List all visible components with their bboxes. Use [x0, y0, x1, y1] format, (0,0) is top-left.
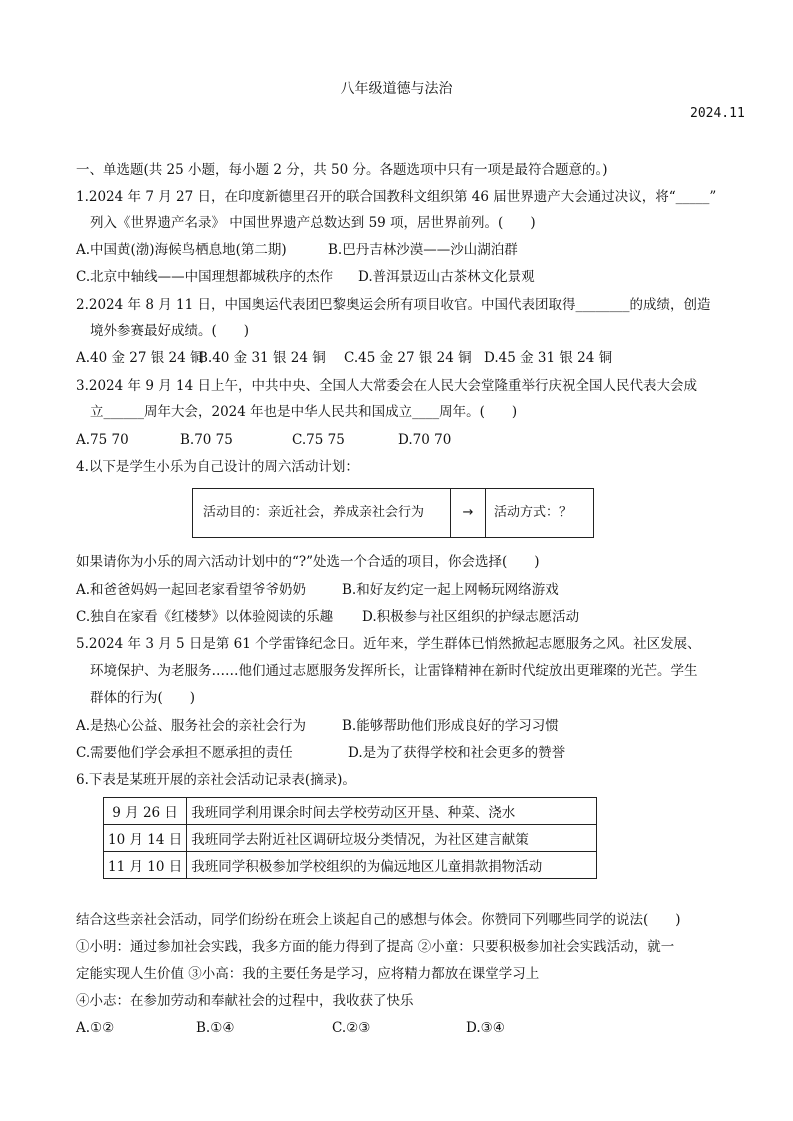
q4-option-c: C.独自在家看《红楼梦》以体验阅读的乐趣 — [76, 609, 334, 625]
activity-method: 活动方式：？ — [494, 505, 573, 520]
q1-option-c: C.北京中轴线——中国理想都城秩序的杰作 — [76, 269, 334, 285]
q2-stem-line2: 境外参赛最好成绩。( ) — [90, 323, 250, 339]
q1-stem-line2: 列入《世界遗产名录》 中国世界遗产总数达到 59 项，居世界前列。( ) — [90, 215, 536, 231]
activity-record-table — [103, 797, 597, 879]
table-cell-activity: 我班同学去附近社区调研垃圾分类情况，为社区建言献策 — [187, 825, 597, 852]
q5-option-d: D.是为了获得学校和社会更多的赞誉 — [348, 745, 566, 761]
exam-date: 2024.11 — [690, 106, 745, 121]
q2-option-d: D.45 金 31 银 24 铜 — [484, 350, 613, 366]
q6-option-c: C.②③ — [332, 1020, 371, 1036]
activity-plan-box — [192, 488, 594, 538]
q3-option-c: C.75 75 — [292, 432, 345, 448]
q1-option-d: D.普洱景迈山古茶林文化景观 — [358, 269, 535, 285]
q3-option-a: A.75 70 — [76, 432, 129, 448]
arrow-right-icon: → — [451, 489, 486, 537]
page-title: 八年级道德与法治 — [340, 81, 453, 97]
table-row — [104, 852, 597, 879]
q6-statement-line3: ④小志：在参加劳动和奉献社会的过程中，我收获了快乐 — [76, 993, 414, 1009]
q4-stem-line2: 如果请你为小乐的周六活动计划中的“?”处选一个合适的项目，你会选择( ) — [76, 554, 540, 570]
q5-option-b: B.能够帮助他们形成良好的学习习惯 — [342, 718, 559, 734]
q6-option-b: B.①④ — [196, 1020, 235, 1036]
q5-stem-line1: 5.2024 年 3 月 5 日是第 61 个学雷锋纪念日。近年来，学生群体已悄然掀起志愿服务之风。社区发展、 — [76, 636, 701, 652]
table-cell-date: 10 月 14 日 — [104, 825, 187, 852]
q4-stem-line1: 4.以下是学生小乐为自己设计的周六活动计划： — [76, 459, 359, 475]
table-cell-activity: 我班同学利用课余时间去学校劳动区开垦、种菜、浇水 — [187, 798, 597, 825]
q6-option-d: D.③④ — [466, 1020, 505, 1036]
q1-option-b: B.巴丹吉林沙漠——沙山湖泊群 — [328, 242, 518, 258]
q4-option-a: A.和爸爸妈妈一起回老家看望爷爷奶奶 — [76, 582, 307, 598]
q6-statement-line2: 定能实现人生价值 ③小高：我的主要任务是学习，应将精力都放在课堂学习上 — [76, 966, 540, 982]
table-cell-date: 11 月 10 日 — [104, 852, 187, 879]
q3-stem-line1: 3.2024 年 9 月 14 日上午，中共中央、全国人大常委会在人民大会堂隆重举行庆祝全国人民代表大会成 — [76, 378, 697, 394]
q1-stem-line1: 1.2024 年 7 月 27 日，在印度新德里召开的联合国教科文组织第 46 届世界遗产大会通过决议，将“_____” — [76, 189, 717, 205]
q2-stem-line1: 2.2024 年 8 月 11 日，中国奥运代表团巴黎奥运会所有项目收官。中国代表团取得________的成绩，创造 — [76, 297, 711, 313]
q2-option-b: B.40 金 31 银 24 铜 — [198, 350, 326, 366]
table-row — [104, 798, 597, 825]
q4-option-d: D.积极参与社区组织的护绿志愿活动 — [362, 609, 580, 625]
q5-stem-line2: 环境保护、为老服务……他们通过志愿服务发挥所长，让雷锋精神在新时代绽放出更璀璨的光芒。学生 — [90, 663, 698, 679]
table-row — [104, 825, 597, 852]
q4-option-b: B.和好友约定一起上网畅玩网络游戏 — [342, 582, 559, 598]
q2-option-a: A.40 金 27 银 24 铜 — [76, 350, 204, 366]
q6-stem-line2: 结合这些亲社会活动，同学们纷纷在班会上谈起自己的感想与体会。你赞同下列哪些同学的说法( ) — [76, 912, 681, 928]
table-cell-date: 9 月 26 日 — [104, 798, 187, 825]
q6-stem-line1: 6.下表是某班开展的亲社会活动记录表(摘录)。 — [76, 772, 356, 788]
q5-option-a: A.是热心公益、服务社会的亲社会行为 — [76, 718, 307, 734]
q3-stem-line2: 立______周年大会，2024 年也是中华人民共和国成立____周年。( ) — [90, 404, 518, 420]
section-heading: 一、单选题(共 25 小题，每小题 2 分，共 50 分。各题选项中只有一项是最符合题意的。) — [76, 162, 608, 178]
q6-statement-line1: ①小明：通过参加社会实践，我多方面的能力得到了提高 ②小童：只要积极参加社会实践活动，就一 — [76, 939, 675, 955]
q6-option-a: A.①② — [76, 1020, 115, 1036]
q3-option-d: D.70 70 — [398, 432, 452, 448]
activity-purpose: 活动目的：亲近社会，养成亲社会行为 — [193, 489, 451, 537]
q3-option-b: B.70 75 — [180, 432, 233, 448]
q1-option-a: A.中国黄(渤)海候鸟栖息地(第二期) — [76, 242, 287, 258]
q5-stem-line3: 群体的行为( ) — [90, 690, 196, 706]
q5-option-c: C.需要他们学会承担不愿承担的责任 — [76, 745, 293, 761]
q2-option-c: C.45 金 27 银 24 铜 — [344, 350, 472, 366]
table-cell-activity: 我班同学积极参加学校组织的为偏远地区儿童捐款捐物活动 — [187, 852, 597, 879]
